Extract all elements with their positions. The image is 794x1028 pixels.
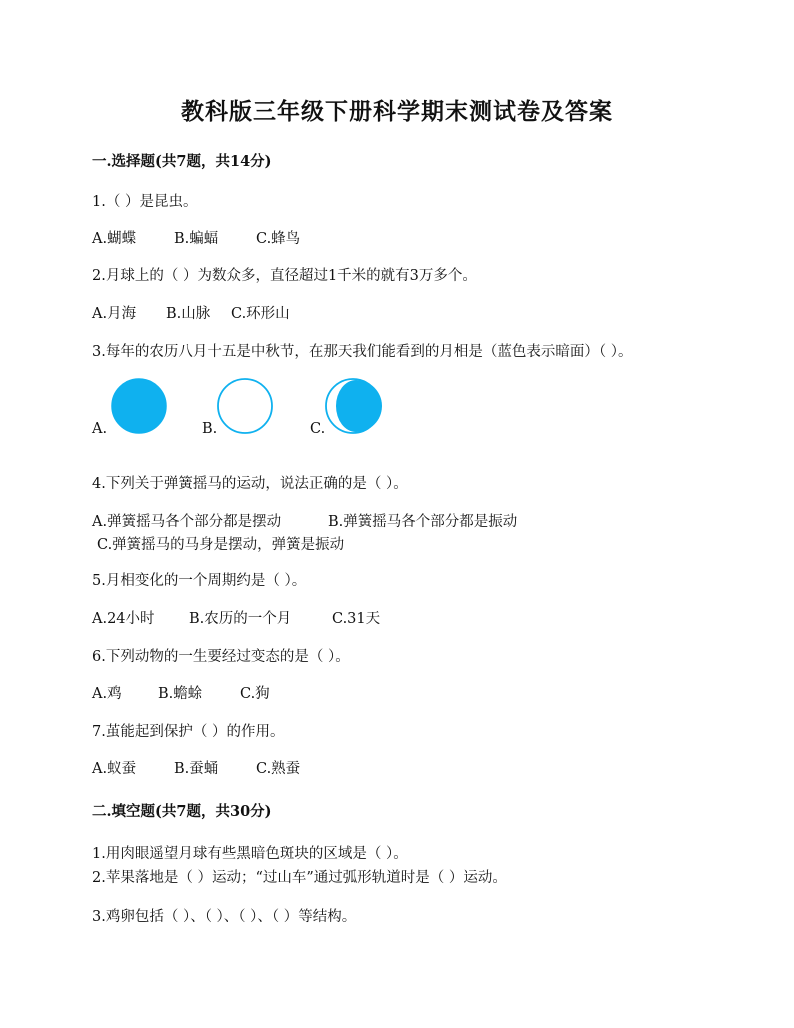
question-4-stem: 4.下列关于弹簧摇马的运动，说法正确的是（ ）。 (92, 476, 408, 492)
option-a: A.鸡 (92, 686, 122, 702)
option-b: B.山脉 (166, 306, 211, 322)
option-b: B.蝙蝠 (174, 231, 219, 247)
option-a: A.蝴蝶 (92, 231, 137, 247)
option-b: B.农历的一个月 (189, 611, 292, 627)
question-1-options (92, 227, 300, 248)
option-c-label: C. (310, 421, 326, 437)
option-c: C.熟蚕 (256, 761, 301, 777)
question-5-options (92, 607, 380, 628)
moon-full-dark-figure (110, 377, 168, 439)
question-4-options-row1 (92, 510, 517, 531)
moon-full-light-figure (216, 377, 274, 439)
option-a: A.蚁蚕 (92, 761, 137, 777)
option-c: C.31天 (332, 611, 381, 627)
option-b-label: B. (202, 421, 218, 437)
option-a: A.弹簧摇马各个部分都是摆动 (92, 514, 282, 530)
question-7-stem: 7.茧能起到保护（ ）的作用。 (92, 724, 285, 740)
question-6-options (92, 682, 270, 703)
question-3-stem: 3.每年的农历八月十五是中秋节，在那天我们能看到的月相是（蓝色表示暗面）（ ）。 (92, 344, 633, 360)
question-5-stem: 5.月相变化的一个周期约是（ ）。 (92, 573, 307, 589)
page-title: 教科版三年级下册科学期末测试卷及答案 (181, 98, 613, 125)
question-2-options (92, 302, 290, 323)
question-6-stem: 6.下列动物的一生要经过变态的是（ ）。 (92, 649, 350, 665)
question-2-stem: 2.月球上的（ ）为数众多，直径超过1千米的就有3万多个。 (92, 268, 477, 284)
question-1-stem: 1.（ ）是昆虫。 (92, 194, 198, 210)
question-7-options (92, 757, 300, 778)
option-b: B.蟾蜍 (158, 686, 203, 702)
section-heading-choice: 一.选择题(共7题，共14分) (92, 153, 272, 170)
option-c: C.环形山 (231, 306, 290, 322)
moon-gibbous-figure (324, 377, 382, 439)
option-b: B.蚕蛹 (174, 761, 219, 777)
option-c: C.蜂鸟 (256, 231, 301, 247)
option-b: B.弹簧摇马各个部分都是振动 (328, 514, 518, 530)
option-c: C.狗 (240, 686, 270, 702)
option-a: A.月海 (92, 306, 137, 322)
fill-question-1: 1.用肉眼遥望月球有些黑暗色斑块的区域是（ ）。 (92, 846, 408, 862)
fill-question-2: 2.苹果落地是（ ）运动；“过山车”通过弧形轨道时是（ ）运动。 (92, 870, 507, 886)
question-4-option-c: C.弹簧摇马的马身是摆动，弹簧是振动 (97, 537, 345, 553)
fill-question-3: 3.鸡卵包括（ ）、（ ）、（ ）、（ ）等结构。 (92, 909, 357, 925)
section-heading-fill-in: 二.填空题(共7题，共30分) (92, 803, 272, 820)
option-a-label: A. (92, 421, 108, 437)
option-a: A.24小时 (92, 611, 155, 627)
